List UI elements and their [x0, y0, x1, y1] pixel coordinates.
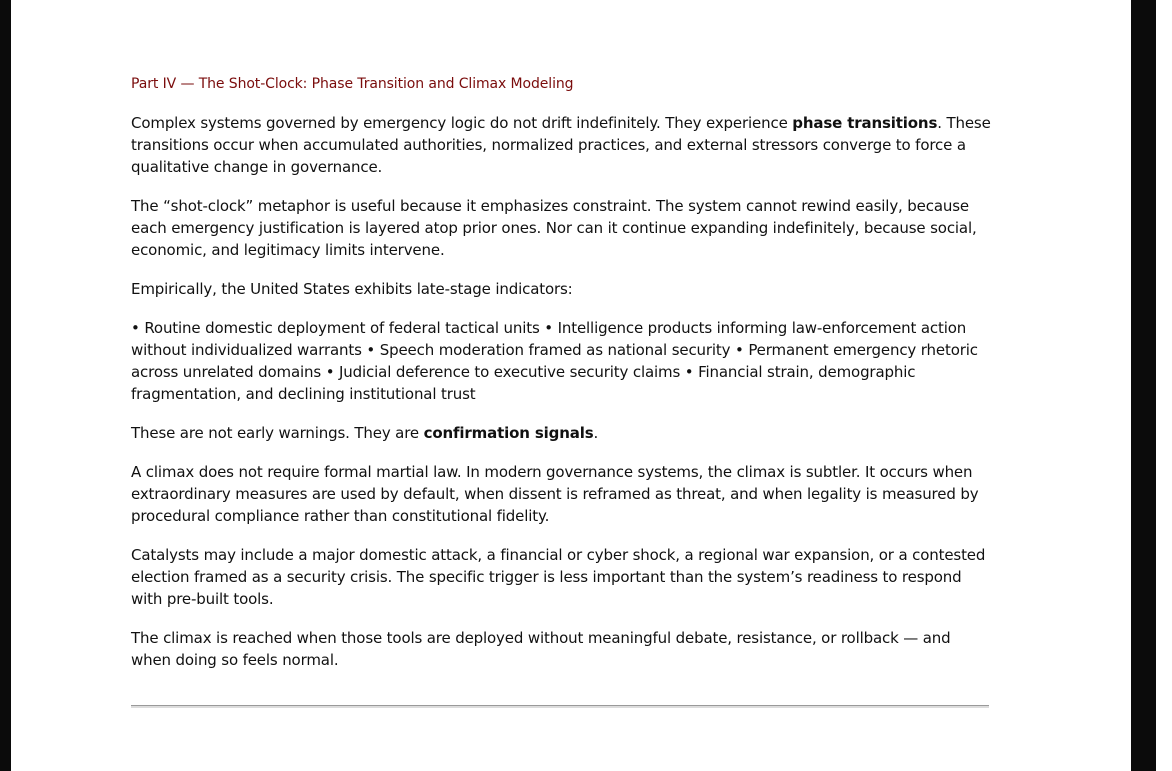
paragraph-text: . These transitions occur when accumulated authorities, normalized practices, and external stressors converge to force a qualitative change in governance.: [131, 114, 991, 176]
paragraph-climax: A climax does not require formal martial law. In modern governance systems, the climax is subtler. It occurs when extraordinary measures are used by default, when dissent is reframed as threat, and when legality is measured by procedural compliance rather than constitutional fidelity.: [131, 463, 979, 525]
bold-term: confirmation signals: [423, 424, 594, 442]
horizontal-rule: [131, 705, 989, 708]
paragraph-phase-transitions: [131, 112, 991, 178]
paragraph-text: .: [593, 424, 599, 442]
paragraph-conclusion: The climax is reached when those tools are deployed without meaningful debate, resistance, or rollback — and when doing so feels normal.: [131, 629, 951, 669]
paragraph-indicators-intro: Empirically, the United States exhibits late-stage indicators:: [131, 280, 573, 298]
section-heading: Part IV — The Shot-Clock: Phase Transition and Climax Modeling: [131, 76, 574, 92]
paragraph-text: These are not early warnings. They are: [131, 424, 424, 442]
window-edge: [1156, 0, 1172, 771]
bold-term: phase transitions: [792, 114, 938, 132]
paragraph-catalysts: Catalysts may include a major domestic attack, a financial or cyber shock, a regional war expansion, or a contested election framed as a security crisis. The specific trigger is less important than the system’s readiness to respond with pre-built tools.: [131, 546, 986, 608]
paragraph-shot-clock: The “shot-clock” metaphor is useful because it emphasizes constraint. The system cannot rewind easily, because each emergency justification is layered atop prior ones. Nor can it continue expanding indefinitely, because social, economic, and legitimacy limits intervene.: [131, 197, 977, 259]
paragraph-confirmation: [131, 422, 991, 444]
paragraph-text: Complex systems governed by emergency logic do not drift indefinitely. They experience: [131, 114, 793, 132]
window-border: [1131, 0, 1156, 771]
document-body: [131, 74, 991, 688]
paragraph-indicator-list: • Routine domestic deployment of federal tactical units • Intelligence products informing law-enforcement action without individualized warrants • Speech moderation framed as national security • Permanent emergency rhetoric across unrelated domains • Judicial deference to executive security claims • Financial strain, demographic fragmentation, and declining institutional trust: [131, 319, 978, 403]
